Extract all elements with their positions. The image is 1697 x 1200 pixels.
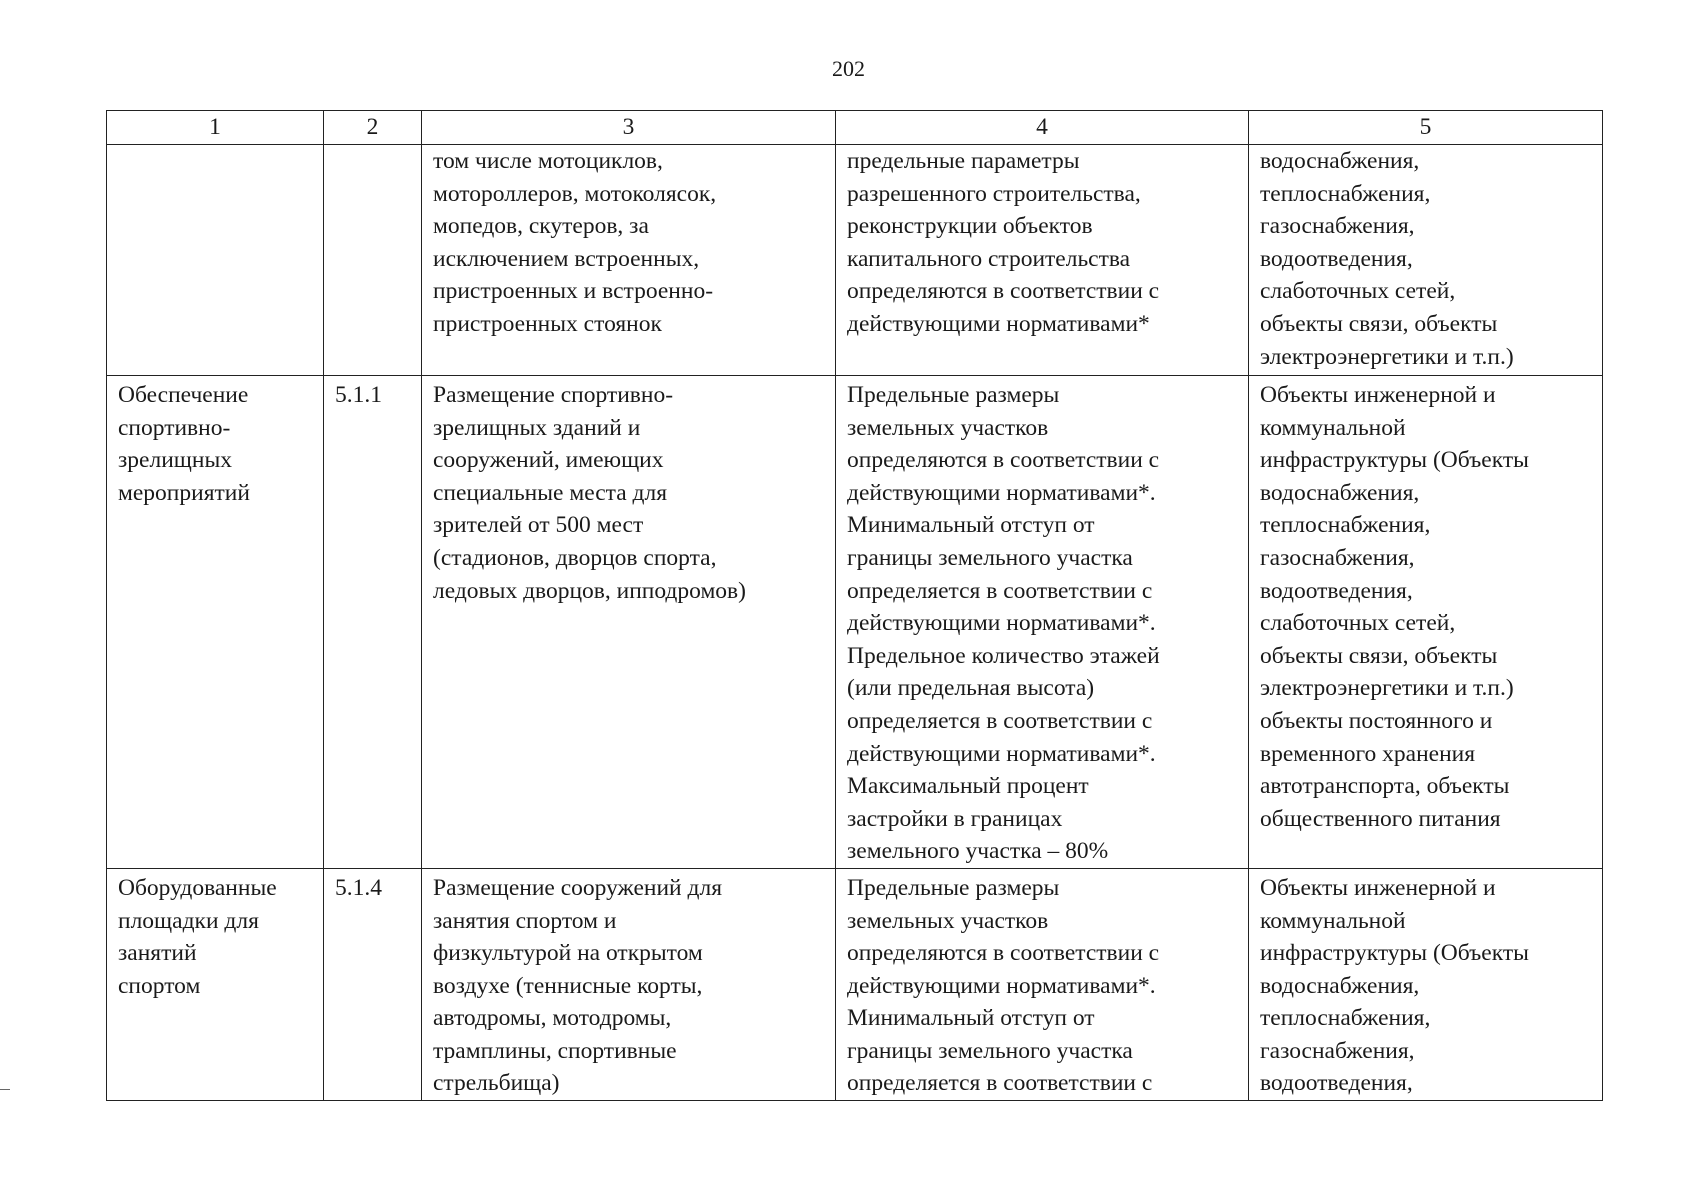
use-name-cell: [107, 868, 324, 1100]
text-line: Оборудованные: [118, 874, 277, 901]
text-line: действующими нормативами*.: [847, 740, 1156, 767]
text-line: временного хранения: [1260, 740, 1476, 767]
text-line: определяются в соответствии с: [847, 447, 1160, 474]
use-name-cell: [107, 145, 324, 376]
text-line: физкультурой на открытом: [433, 940, 703, 967]
text-line: инфраструктуры (Объекты: [1260, 447, 1529, 474]
text-line: водоотведения,: [1260, 1070, 1413, 1097]
column-header-1: 1: [107, 111, 324, 145]
text-line: земельных участков: [847, 414, 1049, 441]
description-cell: [422, 145, 836, 376]
text-line: занятия спортом и: [433, 907, 617, 934]
table-row: [107, 868, 1603, 1100]
text-line: коммунальной: [1260, 414, 1406, 441]
text-line: газоснабжения,: [1260, 544, 1415, 571]
text-line: границы земельного участка: [847, 544, 1133, 571]
description-cell: [422, 868, 836, 1100]
text-line: Минимальный отступ от: [847, 512, 1095, 539]
text-line: зрелищных: [118, 447, 232, 474]
text-line: спортом: [118, 972, 201, 999]
text-line: Объекты инженерной и: [1260, 382, 1496, 408]
text-line: Обеспечение: [118, 382, 249, 408]
text-line: спортивно-: [118, 414, 231, 441]
text-line: Предельные размеры: [847, 382, 1060, 408]
auxiliary-uses-cell: [1249, 868, 1603, 1100]
text-line: зрителей от 500 мест: [433, 512, 644, 539]
text-line: электроэнергетики и т.п.): [1260, 675, 1514, 702]
text-line: общественного питания: [1260, 805, 1501, 832]
table-row: [107, 376, 1603, 869]
text-line: пристроенных и встроенно-: [433, 278, 714, 305]
text-line: объекты постоянного и: [1260, 707, 1493, 734]
text-line: определяется в соответствии с: [847, 1070, 1153, 1097]
text-line: исключением встроенных,: [433, 245, 700, 272]
page-number: 202: [832, 56, 865, 81]
text-line: трамплины, спортивные: [433, 1037, 677, 1064]
text-line: водоснабжения,: [1260, 972, 1420, 999]
use-code-cell: [324, 376, 422, 869]
use-code-cell: [324, 868, 422, 1100]
text-line: слаботочных сетей,: [1260, 278, 1456, 305]
text-line: земельного участка – 80%: [847, 838, 1109, 865]
text-line: (или предельная высота): [847, 675, 1095, 702]
description-cell: [422, 376, 836, 869]
text-line: действующими нормативами*.: [847, 610, 1156, 637]
text-line: стрельбища): [433, 1070, 560, 1097]
text-line: земельных участков: [847, 907, 1049, 934]
text-line: объекты связи, объекты: [1260, 310, 1498, 337]
text-line: определяется в соответствии с: [847, 707, 1153, 734]
text-line: мотороллеров, мотоколясок,: [433, 180, 717, 207]
column-header-4: 4: [836, 111, 1249, 145]
parameters-cell: [836, 145, 1249, 376]
text-line: объекты связи, объекты: [1260, 642, 1498, 669]
text-line: теплоснабжения,: [1260, 512, 1431, 539]
auxiliary-uses-cell: [1249, 376, 1603, 869]
text-line: Размещение спортивно-: [433, 382, 674, 408]
text-line: газоснабжения,: [1260, 213, 1415, 240]
text-line: пристроенных стоянок: [433, 310, 662, 337]
text-line: автотранспорта, объекты: [1260, 773, 1510, 800]
text-line: действующими нормативами*.: [847, 479, 1156, 506]
text-line: капитального строительства: [847, 245, 1131, 272]
text-line: ледовых дворцов, ипподромов): [433, 577, 746, 604]
text-line: (стадионов, дворцов спорта,: [433, 544, 717, 571]
text-line: воздухе (теннисные корты,: [433, 972, 703, 999]
text-line: том числе мотоциклов,: [433, 148, 663, 174]
text-line: определяется в соответствии с: [847, 577, 1153, 604]
text-line: Предельные размеры: [847, 874, 1060, 901]
text-line: 5.1.4: [335, 874, 382, 901]
auxiliary-uses-cell: [1249, 145, 1603, 376]
text-line: площадки для: [118, 907, 259, 934]
column-header-2: 2: [324, 111, 422, 145]
table-row: [107, 145, 1603, 376]
text-line: теплоснабжения,: [1260, 180, 1431, 207]
text-line: Минимальный отступ от: [847, 1005, 1095, 1032]
text-line: застройки в границах: [847, 805, 1063, 832]
text-line: действующими нормативами*: [847, 310, 1150, 337]
text-line: водоотведения,: [1260, 577, 1413, 604]
text-line: действующими нормативами*.: [847, 972, 1156, 999]
land-use-table: [106, 110, 1603, 1101]
text-line: Максимальный процент: [847, 773, 1089, 800]
text-line: автодромы, мотодромы,: [433, 1005, 672, 1032]
text-line: разрешенного строительства,: [847, 180, 1141, 207]
text-line: водоотведения,: [1260, 245, 1413, 272]
text-line: газоснабжения,: [1260, 1037, 1415, 1064]
text-line: коммунальной: [1260, 907, 1406, 934]
table-header-row: [107, 111, 1603, 145]
text-line: водоснабжения,: [1260, 479, 1420, 506]
text-line: слаботочных сетей,: [1260, 610, 1456, 637]
text-line: специальные места для: [433, 479, 668, 506]
text-line: определяются в соответствии с: [847, 278, 1160, 305]
column-header-3: 3: [422, 111, 836, 145]
text-line: границы земельного участка: [847, 1037, 1133, 1064]
text-line: зрелищных зданий и: [433, 414, 641, 441]
text-line: Размещение сооружений для: [433, 874, 722, 901]
margin-mark: [0, 1089, 10, 1090]
text-line: реконструкции объектов: [847, 213, 1093, 240]
text-line: занятий: [118, 940, 197, 967]
text-line: мопедов, скутеров, за: [433, 213, 649, 240]
text-line: теплоснабжения,: [1260, 1005, 1431, 1032]
parameters-cell: [836, 868, 1249, 1100]
text-line: электроэнергетики и т.п.): [1260, 343, 1514, 370]
text-line: мероприятий: [118, 479, 250, 506]
use-name-cell: [107, 376, 324, 869]
text-line: Предельное количество этажей: [847, 642, 1160, 669]
text-line: предельные параметры: [847, 148, 1080, 174]
text-line: 5.1.1: [335, 382, 382, 408]
text-line: водоснабжения,: [1260, 148, 1420, 174]
text-line: сооружений, имеющих: [433, 447, 664, 474]
column-header-5: 5: [1249, 111, 1603, 145]
parameters-cell: [836, 376, 1249, 869]
text-line: Объекты инженерной и: [1260, 874, 1496, 901]
use-code-cell: [324, 145, 422, 376]
text-line: определяются в соответствии с: [847, 940, 1160, 967]
text-line: инфраструктуры (Объекты: [1260, 940, 1529, 967]
